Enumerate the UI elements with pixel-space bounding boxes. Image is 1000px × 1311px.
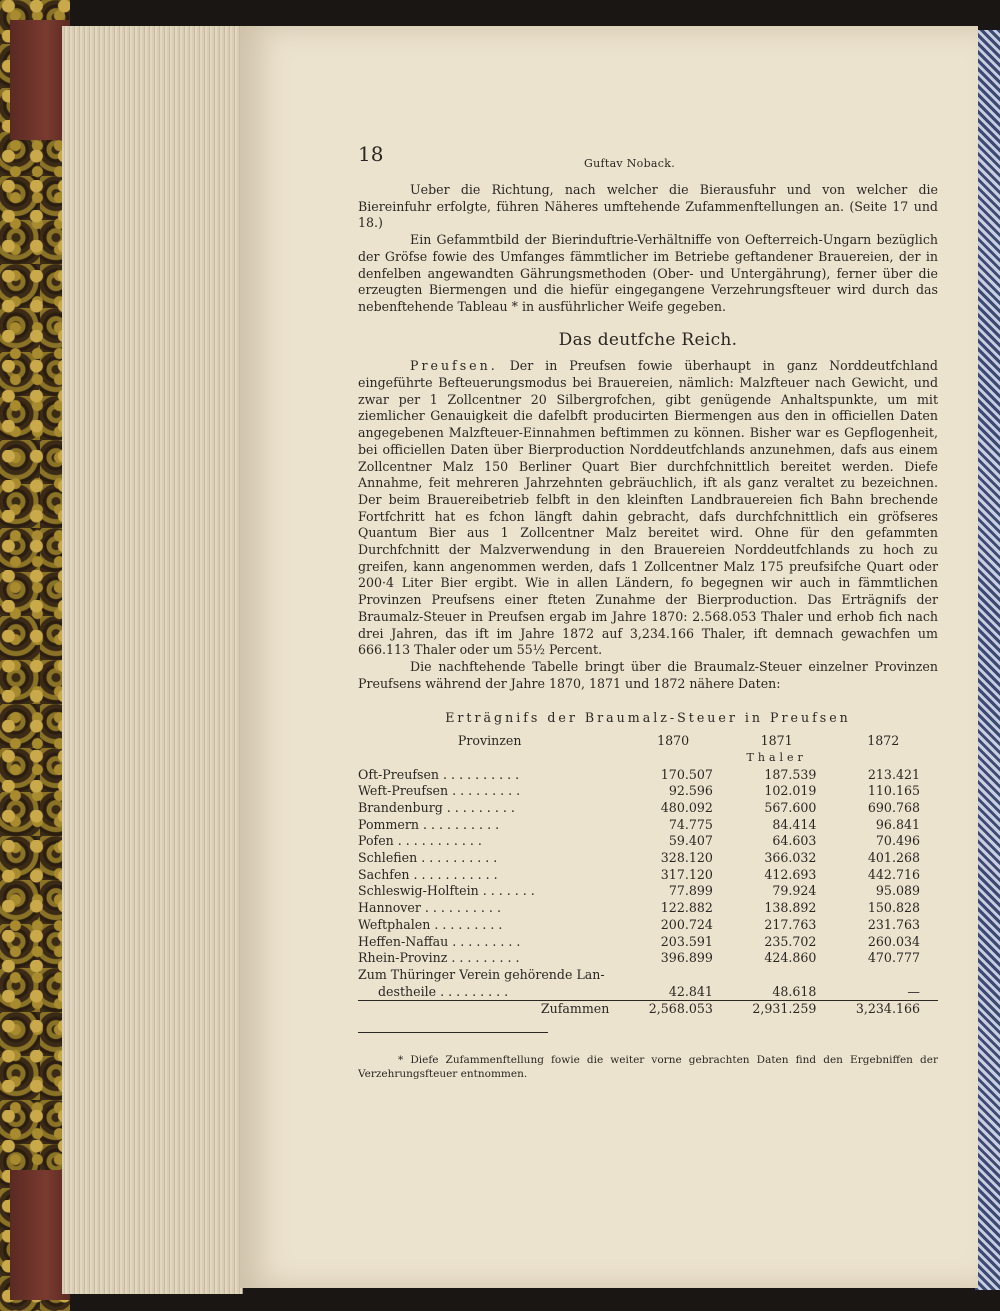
sum-1872: 3,234.166	[828, 1001, 938, 1018]
cell-1871: 138.892	[764, 900, 817, 916]
table-row	[358, 783, 938, 800]
table-row-thuringia-2	[358, 984, 938, 1001]
row-name: Sachfen . . . . . . . . . . .	[358, 866, 498, 882]
cell-1872: 401.268	[867, 850, 920, 866]
cell-1871: 84.414	[772, 816, 817, 832]
cell-1870: 74.775	[668, 816, 713, 832]
col-1871: 1871	[760, 733, 793, 749]
table-header-row	[358, 733, 938, 750]
table-sum-row	[358, 1001, 938, 1018]
page-content	[358, 142, 938, 1081]
cell-1870: 203.591	[660, 933, 713, 949]
sum-1870: 2,568.053	[621, 1001, 725, 1018]
cell-1871: 366.032	[764, 850, 817, 866]
sum-1871: 2,931.259	[725, 1001, 829, 1018]
row-name: Heffen-Naffau . . . . . . . . .	[358, 933, 521, 949]
facing-page-edge	[975, 30, 1000, 1290]
cell-1870: 480.092	[660, 799, 713, 815]
cell-1871: 412.693	[764, 866, 817, 882]
cell-1872: 470.777	[867, 950, 920, 966]
footnote: * Diefe Zufammenftellung fowie die weiter vorne gebrachten Daten find den Ergebniffen der Verzehrungsfteuer entnommen.	[358, 1053, 938, 1080]
running-title: Guftav Noback.	[584, 157, 676, 170]
cell-1871: 424.860	[764, 950, 817, 966]
cell-1872: 260.034	[867, 933, 920, 949]
unit-row	[358, 750, 938, 767]
paragraph-1: Ueber die Richtung, nach welcher die Bierausfuhr und von welcher die Biereinfuhr erfolgte, führen Näheres umftehende Zufammenftellungen an. (Seite 17 und 18.)	[358, 182, 938, 231]
row-name: Weftphalen . . . . . . . . .	[358, 916, 503, 932]
cover-leather-corner-bottom	[10, 1170, 70, 1300]
book-page	[240, 26, 978, 1288]
section-title: Das deutfche Reich.	[558, 329, 738, 350]
table-row	[358, 817, 938, 834]
col-1870: 1870	[657, 733, 690, 749]
cell-1871: 235.702	[764, 933, 817, 949]
paragraph-prussia	[358, 358, 938, 659]
paragraph-2: Ein Gefammtbild der Bierinduftrie-Verhältniffe von Oefterreich-Ungarn bezüglich der Gröfse fowie des Umfanges fämmtlicher im Betriebe geftandener Brauereien, der in denfelben angewandten Gährungsmethoden (Ober- und Untergährung), ferner über die erzeugten Biermengen und die hiefür eingegangene Verzehrungsfteuer wird durch das nebenftehende Tableau * in ausführlicher Weife gegeben.	[358, 232, 938, 314]
cell-1871: 567.600	[764, 799, 817, 815]
table-row	[358, 883, 938, 900]
page-edges	[62, 26, 243, 1294]
row-name: Rhein-Provinz . . . . . . . . .	[358, 950, 520, 966]
cell-1870: 317.120	[660, 866, 713, 882]
cell-1872: 442.716	[867, 866, 920, 882]
cell-1870: 122.882	[660, 900, 713, 916]
row-name: Pofen . . . . . . . . . . .	[358, 833, 482, 849]
table-row-thuringia-1	[358, 967, 938, 984]
cell-1871: 79.924	[772, 883, 817, 899]
running-head	[358, 142, 938, 182]
row-name: Oft-Preufsen . . . . . . . . . .	[358, 766, 520, 782]
table-row	[358, 934, 938, 951]
row-name: Brandenburg . . . . . . . . .	[358, 799, 515, 815]
row-name: destheile . . . . . . . . .	[378, 983, 509, 999]
cell-1870: 59.407	[668, 833, 713, 849]
page-number: 18	[358, 142, 384, 166]
cell-1872: 110.165	[867, 783, 920, 799]
table-row	[358, 917, 938, 934]
tax-table	[358, 733, 938, 1018]
cell-1871: 217.763	[764, 916, 817, 932]
book-cover-marbled	[0, 0, 70, 1311]
cell-1870: 92.596	[668, 783, 713, 799]
cell-1871: 187.539	[764, 766, 817, 782]
cell-1870: 328.120	[660, 850, 713, 866]
row-name: Pommern . . . . . . . . . .	[358, 816, 500, 832]
prussia-lead: Preufsen.	[410, 358, 498, 374]
cell-1870: 200.724	[660, 916, 713, 932]
row-name: Weft-Preufsen . . . . . . . . .	[358, 783, 521, 799]
paragraph-table-intro: Die nachftehende Tabelle bringt über die Braumalz-Steuer einzelner Provinzen Preufsens während der Jahre 1870, 1871 und 1872 nähere Daten:	[358, 658, 938, 691]
cell-1872: 231.763	[867, 916, 920, 932]
table-row	[358, 833, 938, 850]
table-row	[358, 850, 938, 867]
row-name: Schleswig-Holftein . . . . . . .	[358, 883, 535, 899]
cell-1872: 150.828	[867, 900, 920, 916]
row-name: Hannover . . . . . . . . . .	[358, 900, 501, 916]
col-provinces: Provinzen	[457, 733, 522, 749]
unit-label: Thaler	[746, 750, 807, 764]
col-1872: 1872	[867, 733, 900, 749]
table-row	[358, 867, 938, 884]
cell-1872: 95.089	[875, 883, 920, 899]
cell-1870: 396.899	[660, 950, 713, 966]
table-row	[358, 767, 938, 784]
cell-1871: 48.618	[772, 983, 817, 999]
row-name: Zum Thüringer Verein gehörende Lan-	[358, 966, 605, 982]
cell-1872: 690.768	[867, 799, 920, 815]
cell-1872: 70.496	[875, 833, 920, 849]
footnote-rule	[358, 1032, 548, 1033]
table-row	[358, 950, 938, 967]
cell-1870: 77.899	[668, 883, 713, 899]
cell-1872: 213.421	[867, 766, 920, 782]
table-row	[358, 900, 938, 917]
cell-1871: 102.019	[764, 783, 817, 799]
cell-1872: 96.841	[875, 816, 920, 832]
cell-1870: 170.507	[660, 766, 713, 782]
cell-1872: —	[907, 983, 920, 999]
table-row	[358, 800, 938, 817]
cover-leather-corner-top	[10, 20, 70, 140]
table-title: Erträgnifs der Braumalz-Steuer in Preufsen	[445, 710, 851, 726]
cell-1870: 42.841	[668, 983, 713, 999]
sum-label: Zufammen	[358, 1001, 621, 1018]
prussia-text: Der in Preufsen fowie überhaupt in ganz Norddeutfchland eingeführte Befteuerungsmodus bei Brauereien, nämlich: Malzfteuer nach Gewicht, und zwar per 1 Zollcentner 20 Silbergrofchen, gibt genügende Anhaltspunkte, um mit ziemlicher Genauigkeit die dafelbft producirten Biermengen aus den in officiellen Daten angegebenen Malzfteuer-Einnahmen beftimmen zu können. Bisher war es Gepflogenheit, bei officiellen Daten über Bierproduction Norddeutfchlands anzunehmen, dafs aus einem Zollcentner Malz 150 Berliner Quart Bier durchfchnittlich bereitet werden. Diefe Annahme, feit mehreren Jahrzehnten gebräuchlich, ift als ganz veraltet zu bezeichnen. Der beim Brauereibetrieb felbft in den kleinften Landbrauereien fich Bahn brechende Fortfchritt hat es fchon längft dahin gebracht, dafs durchfchnittlich ein gröfseres Quantum Bier aus 1 Zollcentner Malz bereitet wird. Ohne für den gefammten Durchfchnitt der Malzverwendung in den Brauereien Norddeutfchlands zu hoch zu greifen, kann angenommen werden, dafs 1 Zollcentner Malz 175 preufsifche Quart oder 200·4 Liter Bier ergibt. Wie in allen Ländern, fo begegnen wir auch in fämmtlichen Provinzen Preufsens einer fteten Zunahme der Bierproduction. Das Erträgnifs der Braumalz-Steuer in Preufsen ergab im Jahre 1870: 2.568.053 Thaler und erhob fich nach drei Jahren, das ift im Jahre 1872 auf 3,234.166 Thaler, ift demnach gewachfen um 666.113 Thaler oder um 55½ Percent.	[358, 358, 938, 658]
row-name: Schlefien . . . . . . . . . .	[358, 850, 498, 866]
cell-1871: 64.603	[772, 833, 817, 849]
